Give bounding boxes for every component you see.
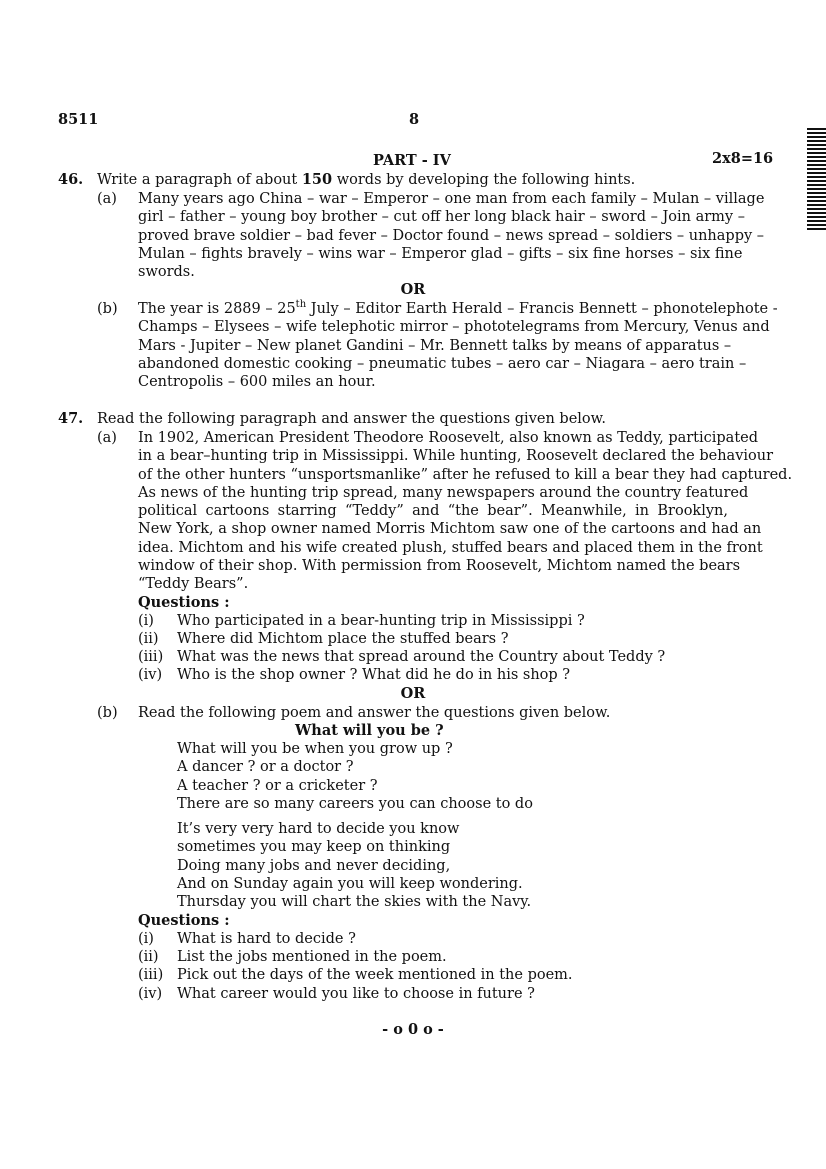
q47b-instruction: Read the following poem and answer the questions given below. [138,705,611,721]
q47a-questions-label: Questions : [138,594,230,611]
question-47-instruction: Read the following paragraph and answer the questions given below. [97,411,606,427]
q47a-question-text: Where did Michtom place the stuffed bears ? [177,631,509,647]
q47a-question-number: (ii) [138,631,159,647]
paper-code: 8511 [58,111,99,128]
q47a-question-number: (i) [138,613,154,629]
q46-option-b-hints: The year is 2889 – 25th July – Editor Earth Herald – Francis Bennett – phonotelephote - Champs – Elysees – wife telephotic mirror – phototelegrams from Mercury, Venus and Mars - Jupiter – New planet Gandini – Mr. Bennett talks by means of apparatus – abandoned domestic cooking – pneumatic tubes – aero car – Niagara – aero train – Centropolis – 600 miles an hour. [138,299,778,391]
q47-option-a-paragraph: In 1902, American President Theodore Roosevelt, also known as Teddy, participated in a bear–hunting trip in Mississippi. While hunting, Roosevelt declared the behaviour of the other hunters “unsportsmanlike” after he refused to kill a bear they had captured. As news of the hunting trip spread, many newspapers around the country featured political cartoons starring “Teddy” and “the bear”. Meanwhile, in Brooklyn, New York, a shop owner named Morris Michtom saw one of the cartoons and had an idea. Michtom and his wife created plush, stuffed bears and placed them in the front window of their shop. With permission from Roosevelt, Michtom named the bears “Teddy Bears”. [138,430,793,593]
poem-line: Thursday you will chart the skies with the Navy. [177,894,532,911]
q47b-question-number: (iv) [138,986,163,1002]
poem-title: What will you be ? [295,722,444,739]
part-marks: 2x8=16 [712,150,774,167]
poem-line: Doing many jobs and never deciding, [177,857,451,874]
poem-stanza-1 [177,740,533,813]
q47b-question-text: What career would you like to choose in future ? [177,986,535,1002]
question-number-46: 46. [58,171,84,188]
poem-line: A dancer ? or a doctor ? [177,759,354,776]
q46-option-a-hints: Many years ago China – war – Emperor – one man from each family – Mulan – village girl – father – young boy brother – cut off her long black hair – sword – Join army – proved brave soldier – bad fever – Doctor found – news spread – soldiers – unhappy – Mulan – fights bravely – wins war – Emperor glad – gifts – six fine horses – six fine swords. [138,191,765,281]
q47a-question-text: Who is the shop owner ? What did he do in his shop ? [177,667,571,683]
q47b-questions-label: Questions : [138,912,230,929]
part-title: PART - IV [373,152,451,169]
q47b-question-number: (i) [138,931,154,947]
q47b-question-number: (ii) [138,949,159,965]
end-of-paper-mark: - o 0 o - [382,1021,444,1038]
barcode-strip [807,128,826,230]
q47b-question-text: Pick out the days of the week mentioned in the poem. [177,967,573,983]
poem-line: And on Sunday again you will keep wondering. [177,875,523,892]
q47b-question-number: (iii) [138,967,164,983]
q47-or-divider: OR [400,685,426,702]
poem-line: What will you be when you grow up ? [177,741,453,757]
question-number-47: 47. [58,410,84,427]
q47a-question-number: (iii) [138,649,164,665]
q47b-question-text: What is hard to decide ? [177,931,356,947]
q46-option-b-label: (b) [97,301,118,317]
poem-stanza-2 [177,820,531,911]
q46-or-divider: OR [400,281,426,298]
q47b-question-text: List the jobs mentioned in the poem. [177,949,447,965]
q47-option-b-label: (b) [97,705,118,721]
poem-line: There are so many careers you can choose to do [177,795,533,812]
question-46-instruction: Write a paragraph of about 150 words by developing the following hints. [97,171,636,188]
q47-option-a-label: (a) [97,430,117,446]
page-number: 8 [409,111,420,128]
poem-line: sometimes you may keep on thinking [177,839,451,856]
q47a-question-number: (iv) [138,667,163,683]
q47a-question-text: Who participated in a bear-hunting trip in Mississippi ? [177,613,585,629]
poem-line: A teacher ? or a cricketer ? [177,777,378,794]
q46-option-a-label: (a) [97,191,117,207]
poem-line: It’s very very hard to decide you know [177,821,460,837]
q47a-question-text: What was the news that spread around the Country about Teddy ? [177,649,666,665]
